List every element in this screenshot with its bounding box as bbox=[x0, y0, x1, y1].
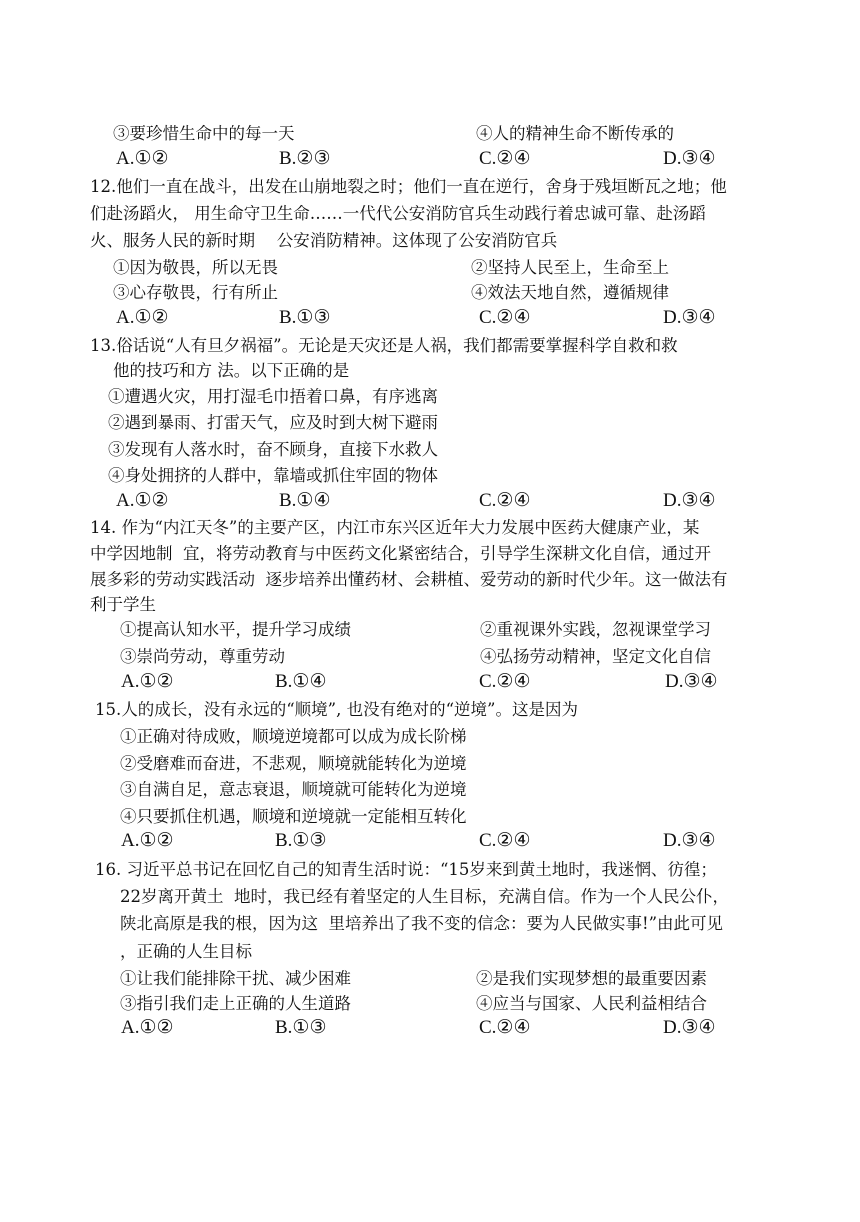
q13-option-b: B.①④ bbox=[279, 490, 331, 511]
q12-statement-2: ②坚持人民至上，生命至上 bbox=[471, 258, 669, 277]
q14-statement-4: ④弘扬劳动精神，坚定文化自信 bbox=[480, 647, 711, 666]
q15-option-d: D.③④ bbox=[663, 830, 716, 851]
q16-statement-3: ③指引我们走上正确的人生道路 bbox=[120, 994, 351, 1013]
q16-stem-line-4: ，正确的人生目标 bbox=[120, 942, 252, 961]
q16-stem-line-1: 16. 习近平总书记在回忆自己的知青生活时说：“15岁来到黄土地时，我迷惘、彷徨； bbox=[95, 860, 717, 879]
q15-option-a: A.①② bbox=[121, 830, 174, 851]
q14-statement-2: ②重视课外实践，忽视课堂学习 bbox=[480, 620, 711, 639]
q14-option-a: A.①② bbox=[121, 671, 174, 692]
q12-option-b: B.①③ bbox=[279, 307, 331, 328]
q16-option-a: A.①② bbox=[121, 1017, 174, 1038]
q11-statement-4: ④人的精神生命不断传承的 bbox=[476, 124, 674, 143]
q16-option-d: D.③④ bbox=[663, 1017, 716, 1038]
q12-stem-line-2: 们赴汤蹈火， 用生命守卫生命……一代代公安消防官兵生动践行着忠诚可靠、赴汤蹈 bbox=[90, 204, 706, 223]
q12-statement-3: ③心存敬畏，行有所止 bbox=[113, 283, 278, 302]
q16-stem-line-3: 陕北高原是我的根，因为这 里培养出了我不变的信念：要为人民做实事!”由此可见 bbox=[120, 914, 724, 933]
q13-stem-line-2: 他的技巧和方 法。以下正确的是 bbox=[113, 361, 350, 380]
q16-statement-4: ④应当与国家、人民利益相结合 bbox=[476, 994, 707, 1013]
q13-statement-4: ④身处拥挤的人群中，靠墙或抓住牢固的物体 bbox=[108, 466, 438, 485]
q13-statement-3: ③发现有人落水时，奋不顾身，直接下水救人 bbox=[108, 440, 438, 459]
q16-option-c: C.②④ bbox=[479, 1017, 531, 1038]
q15-stem-line-1: 15.人的成长，没有永远的“顺境”, 也没有绝对的“逆境”。这是因为 bbox=[95, 700, 578, 719]
q14-option-c: C.②④ bbox=[479, 671, 531, 692]
q14-stem-line-2: 中学因地制 宜，将劳动教育与中医药文化紧密结合，引导学生深耕文化自信，通过开 bbox=[90, 544, 711, 563]
q12-option-a: A.①② bbox=[116, 307, 169, 328]
q11-option-a: A.①② bbox=[116, 148, 169, 169]
q14-stem-line-1: 14. 作为“内江天冬”的主要产区，内江市东兴区近年大力发展中医药大健康产业，某 bbox=[90, 518, 700, 537]
q11-option-c: C.②④ bbox=[479, 148, 531, 169]
q15-option-c: C.②④ bbox=[479, 830, 531, 851]
q13-option-a: A.①② bbox=[116, 490, 169, 511]
q16-stem-line-2: 22岁离开黄土 地时，我已经有着坚定的人生目标，充满自信。作为一个人民公仆， bbox=[120, 887, 729, 906]
q13-option-c: C.②④ bbox=[479, 490, 531, 511]
q12-stem-line-3: 火、服务人民的新时期 公安消防精神。这体现了公安消防官兵 bbox=[90, 231, 558, 250]
q15-statement-4: ④只要抓住机遇，顺境和逆境就一定能相互转化 bbox=[120, 807, 467, 826]
q16-statement-2: ②是我们实现梦想的最重要因素 bbox=[476, 969, 707, 988]
q11-statement-3: ③要珍惜生命中的每一天 bbox=[113, 124, 295, 143]
q12-statement-1: ①因为敬畏，所以无畏 bbox=[113, 258, 278, 277]
q13-statement-1: ①遭遇火灾，用打湿毛巾捂着口鼻，有序逃离 bbox=[108, 387, 438, 406]
q14-option-d: D.③④ bbox=[665, 671, 718, 692]
q15-statement-2: ②受磨难而奋进，不悲观，顺境就能转化为逆境 bbox=[120, 754, 467, 773]
q13-statement-2: ②遇到暴雨、打雷天气，应及时到大树下避雨 bbox=[108, 413, 438, 432]
q14-option-b: B.①④ bbox=[275, 671, 327, 692]
q14-stem-line-4: 利于学生 bbox=[90, 595, 156, 614]
q14-stem-line-3: 展多彩的劳动实践活动 逐步培养出懂药材、会耕植、爱劳动的新时代少年。这一做法有 bbox=[90, 570, 728, 589]
q12-stem-line-1: 12.他们一直在战斗，出发在山崩地裂之时；他们一直在逆行，舍身于残垣断瓦之地；他 bbox=[90, 177, 727, 196]
q12-option-c: C.②④ bbox=[479, 307, 531, 328]
q15-statement-1: ①正确对待成败，顺境逆境都可以成为成长阶梯 bbox=[120, 727, 467, 746]
q12-option-d: D.③④ bbox=[663, 307, 716, 328]
q12-statement-4: ④效法天地自然，遵循规律 bbox=[471, 283, 669, 302]
q14-statement-3: ③崇尚劳动，尊重劳动 bbox=[120, 647, 285, 666]
q15-statement-3: ③自满自足，意志衰退，顺境就可能转化为逆境 bbox=[120, 780, 467, 799]
q14-statement-1: ①提高认知水平，提升学习成绩 bbox=[120, 620, 351, 639]
q11-option-b: B.②③ bbox=[279, 148, 331, 169]
q13-option-d: D.③④ bbox=[663, 490, 716, 511]
q11-option-d: D.③④ bbox=[663, 148, 716, 169]
q13-stem-line-1: 13.俗话说“人有旦夕祸福”。无论是天灾还是人祸，我们都需要掌握科学自救和救 bbox=[90, 336, 678, 355]
q16-statement-1: ①让我们能排除干扰、减少困难 bbox=[120, 969, 351, 988]
q15-option-b: B.①③ bbox=[275, 830, 327, 851]
q16-option-b: B.①③ bbox=[275, 1017, 327, 1038]
